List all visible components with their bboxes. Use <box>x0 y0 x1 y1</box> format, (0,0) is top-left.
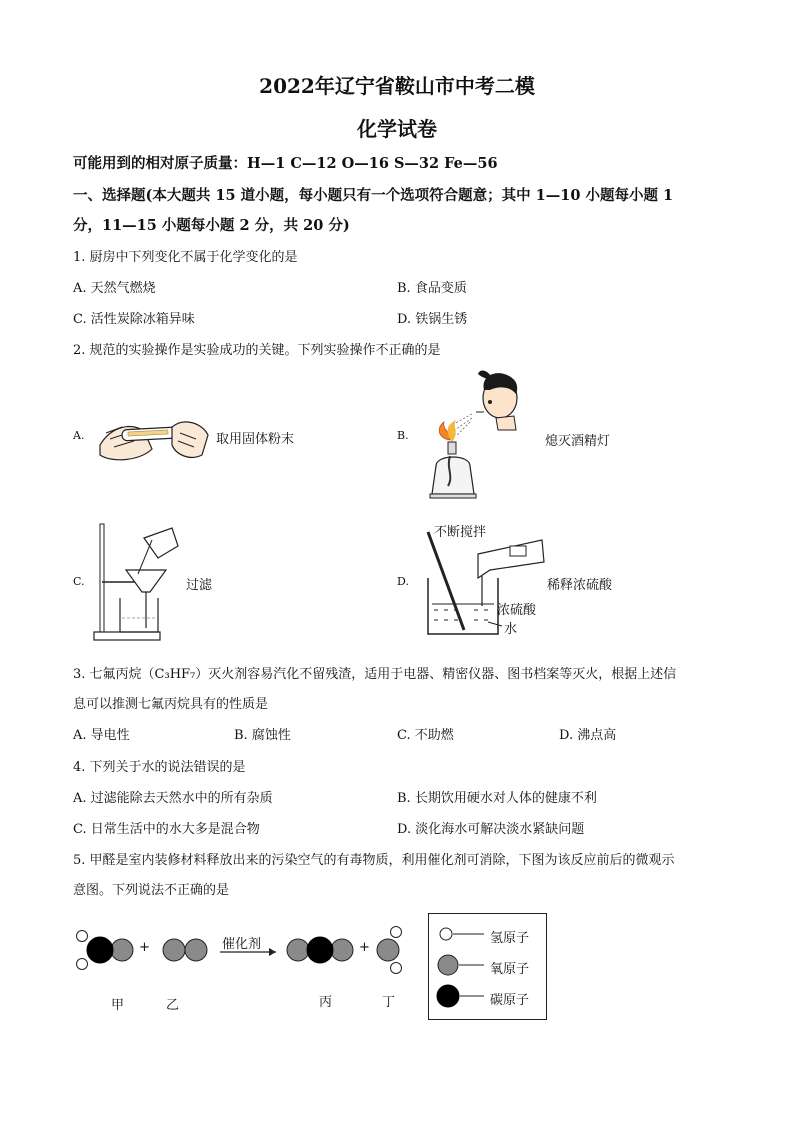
q2-option-a-text: 取用固体粉末 <box>216 432 295 447</box>
molecule-jia <box>77 931 134 970</box>
q3-option-d: D. 沸点高 <box>559 728 617 743</box>
section1-line2: 分，11—15 小题每小题 2 分，共 20 分) <box>73 217 350 234</box>
oxygen-atom-icon <box>438 955 458 975</box>
dilute-sulfuric-acid-illustration <box>418 526 548 638</box>
q2-stem: 2. 规范的实验操作是实验成功的关键。下列实验操作不正确的是 <box>73 343 441 358</box>
q3-stem-line1: 3. 七氟丙烷（C₃HF₇）灭火剂容易汽化不留残渣，适用于电器、精密仪器、图书档案等灭火，根据上述信 <box>73 667 677 682</box>
molecule-ding <box>377 927 402 974</box>
paper-title: 2022年辽宁省鞍山市中考二模 <box>259 74 535 98</box>
q5-stem-line1: 5. 甲醛是室内装修材料释放出来的污染空气的有毒物质，利用催化剂可消除，下图为该反应前后的微观示 <box>73 853 675 868</box>
q1-option-b: B. 食品变质 <box>397 281 467 296</box>
legend-carbon-label: 碳原子 <box>490 993 530 1008</box>
q4-option-d: D. 淡化海水可解决淡水紧缺问题 <box>397 822 585 837</box>
molecule-yi <box>163 939 207 961</box>
q3-stem-line2: 息可以推测七氟丙烷具有的性质是 <box>73 697 269 712</box>
legend-oxygen-label: 氧原子 <box>490 962 530 977</box>
q3-option-a: A. 导电性 <box>73 728 130 743</box>
q5-label-bing: 丙 <box>319 995 333 1010</box>
q1-stem: 1. 厨房中下列变化不属于化学变化的是 <box>73 250 298 265</box>
test-tube-powder-illustration <box>92 405 214 467</box>
carbon-atom-icon <box>437 985 459 1007</box>
q5-plus-1: + <box>139 940 150 955</box>
q4-stem: 4. 下列关于水的说法错误的是 <box>73 760 246 775</box>
molecule-bing <box>287 937 353 963</box>
q4-option-b: B. 长期饮用硬水对人体的健康不利 <box>397 791 597 806</box>
q5-stem-line2: 意图。下列说法不正确的是 <box>73 883 230 898</box>
q5-label-ding: 丁 <box>382 995 396 1010</box>
q2-d-label-acid: 浓硫酸 <box>497 603 537 618</box>
q1-option-a: A. 天然气燃烧 <box>73 281 156 296</box>
q2-option-d-letter: D. <box>397 575 409 588</box>
q2-option-b-text: 熄灭酒精灯 <box>545 434 611 449</box>
q2-option-c-letter: C. <box>73 575 85 588</box>
alcohol-lamp-blowing-illustration <box>420 368 530 504</box>
q5-plus-2: + <box>359 940 370 955</box>
q2-d-label-water: 水 <box>504 622 518 637</box>
q5-label-yi: 乙 <box>166 998 180 1013</box>
section1-line1: 一、选择题(本大题共 15 道小题，每小题只有一个选项符合题意；其中 1—10 小题每小题 1 <box>73 187 674 204</box>
q3-option-c: C. 不助燃 <box>397 728 454 743</box>
hydrogen-atom-icon <box>440 928 452 940</box>
q4-option-a: A. 过滤能除去天然水中的所有杂质 <box>73 791 273 806</box>
q5-label-jia: 甲 <box>111 998 125 1013</box>
q4-option-c: C. 日常生活中的水大多是混合物 <box>73 822 260 837</box>
q2-option-d-text: 稀释浓硫酸 <box>547 578 613 593</box>
q2-option-a-letter: A. <box>73 429 85 442</box>
q1-option-c: C. 活性炭除冰箱异味 <box>73 312 195 327</box>
atomic-masses: 可能用到的相对原子质量：H—1 C—12 O—16 S—32 Fe—56 <box>73 155 498 172</box>
q2-option-c-text: 过滤 <box>186 578 213 593</box>
q1-option-d: D. 铁锅生锈 <box>397 312 468 327</box>
q2-option-b-letter: B. <box>397 429 409 442</box>
paper-subtitle: 化学试卷 <box>357 117 437 141</box>
q3-option-b: B. 腐蚀性 <box>234 728 291 743</box>
q5-catalyst-label: 催化剂 <box>222 937 262 952</box>
legend-hydrogen-label: 氢原子 <box>490 931 530 946</box>
filtration-illustration <box>92 518 184 644</box>
q2-d-label-stir: 不断搅拌 <box>434 525 487 540</box>
atom-legend-symbols <box>436 920 486 1012</box>
